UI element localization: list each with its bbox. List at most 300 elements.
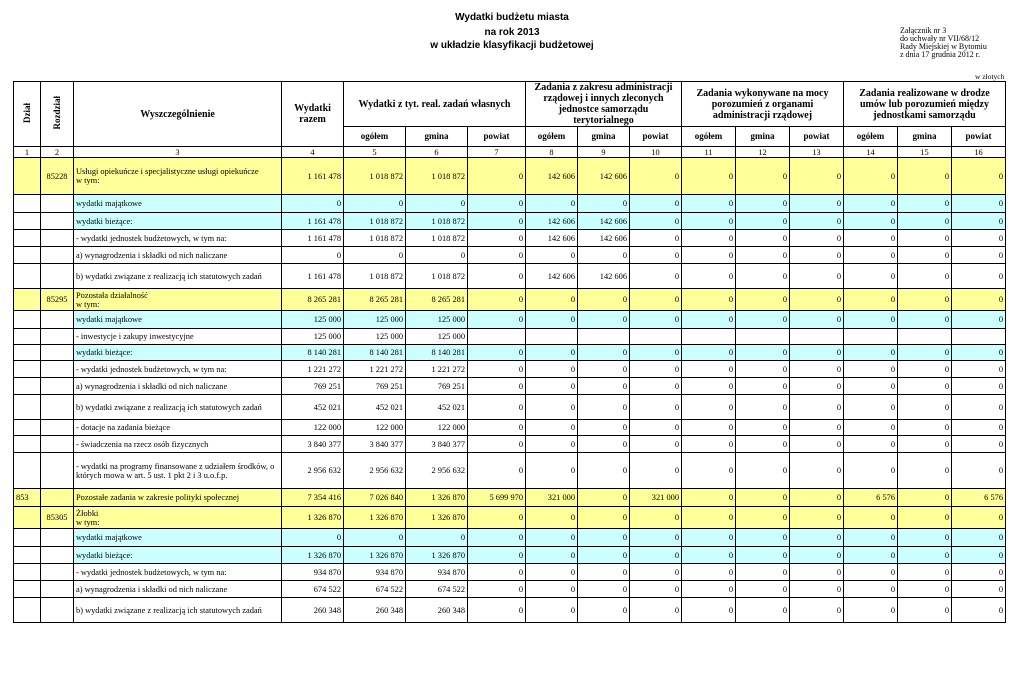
value-cell: 0 [844, 395, 898, 420]
description-cell: wydatki majątkowe [74, 529, 282, 547]
value-cell: 0 [630, 264, 682, 289]
value-cell: 1 018 872 [344, 230, 406, 247]
value-cell: 0 [468, 581, 526, 598]
value-cell: 0 [952, 436, 1006, 453]
value-cell: 1 326 870 [344, 507, 406, 529]
value-cell: 0 [844, 453, 898, 489]
value-cell: 0 [952, 361, 1006, 378]
value-cell: 0 [578, 564, 630, 581]
value-cell [630, 329, 682, 345]
column-number: 9 [578, 147, 630, 158]
rozdzial-cell [41, 345, 74, 361]
value-cell: 0 [578, 420, 630, 436]
value-cell: 0 [406, 529, 468, 547]
rozdzial-cell [41, 213, 74, 230]
table-row [14, 564, 1006, 581]
value-cell: 0 [736, 436, 790, 453]
rozdzial-cell [41, 264, 74, 289]
subheader-cell: gmina [736, 127, 790, 147]
dzial-cell [14, 395, 41, 420]
column-number: 12 [736, 147, 790, 158]
value-cell: 0 [736, 230, 790, 247]
value-cell: 0 [736, 195, 790, 213]
rozdzial-cell [41, 564, 74, 581]
value-cell: 125 000 [344, 311, 406, 329]
value-cell: 0 [630, 436, 682, 453]
value-cell: 674 522 [344, 581, 406, 598]
description-cell: wydatki bieżące: [74, 547, 282, 564]
table-row [14, 453, 1006, 489]
value-cell: 6 576 [844, 489, 898, 507]
header-dzial [14, 82, 41, 147]
value-cell: 0 [526, 581, 578, 598]
value-cell: 0 [952, 378, 1006, 395]
description-cell: a) wynagrodzenia i składki od nich naliczane [74, 247, 282, 264]
value-cell: 0 [844, 311, 898, 329]
value-cell: 0 [630, 598, 682, 623]
value-cell: 0 [682, 436, 736, 453]
rozdzial-cell [41, 230, 74, 247]
value-cell: 0 [526, 378, 578, 395]
value-cell: 452 021 [282, 395, 344, 420]
column-number: 7 [468, 147, 526, 158]
table-row [14, 158, 1006, 195]
value-cell: 1 018 872 [406, 213, 468, 230]
column-number: 10 [630, 147, 682, 158]
value-cell: 0 [898, 311, 952, 329]
value-cell: 1 326 870 [406, 547, 468, 564]
value-cell: 0 [952, 529, 1006, 547]
value-cell: 0 [630, 564, 682, 581]
description-cell: b) wydatki związane z realizacją ich statutowych zadań [74, 395, 282, 420]
dzial-cell [14, 289, 41, 311]
value-cell: 0 [790, 230, 844, 247]
description-cell: - dotacje na zadania bieżące [74, 420, 282, 436]
value-cell: 0 [468, 564, 526, 581]
value-cell: 0 [526, 345, 578, 361]
rozdzial-cell [41, 529, 74, 547]
value-cell: 1 326 870 [406, 489, 468, 507]
value-cell: 0 [952, 420, 1006, 436]
value-cell: 0 [468, 453, 526, 489]
dzial-cell [14, 213, 41, 230]
rozdzial-cell [41, 453, 74, 489]
table-row [14, 289, 1006, 311]
value-cell: 0 [682, 598, 736, 623]
value-cell: 1 161 478 [282, 264, 344, 289]
value-cell: 0 [736, 311, 790, 329]
table-row [14, 213, 1006, 230]
value-cell: 0 [630, 361, 682, 378]
table-row [14, 247, 1006, 264]
value-cell: 0 [844, 564, 898, 581]
value-cell: 0 [630, 158, 682, 195]
rozdzial-cell [41, 361, 74, 378]
value-cell [844, 329, 898, 345]
value-cell: 674 522 [406, 581, 468, 598]
description-cell: - inwestycje i zakupy inwestycyjne [74, 329, 282, 345]
value-cell: 0 [578, 453, 630, 489]
value-cell: 0 [630, 507, 682, 529]
value-cell: 0 [790, 436, 844, 453]
value-cell: 0 [578, 436, 630, 453]
value-cell: 1 221 272 [344, 361, 406, 378]
value-cell: 0 [790, 213, 844, 230]
value-cell: 0 [736, 395, 790, 420]
value-cell: 0 [790, 489, 844, 507]
budget-table [13, 81, 1006, 623]
value-cell: 1 018 872 [344, 213, 406, 230]
value-cell: 3 840 377 [406, 436, 468, 453]
column-number: 11 [682, 147, 736, 158]
value-cell: 0 [468, 230, 526, 247]
value-cell: 0 [468, 247, 526, 264]
value-cell: 0 [578, 529, 630, 547]
value-cell: 0 [736, 529, 790, 547]
table-row [14, 230, 1006, 247]
value-cell: 0 [844, 264, 898, 289]
value-cell: 0 [898, 453, 952, 489]
value-cell: 0 [790, 195, 844, 213]
doc-title: Wydatki budżetu miasta [455, 12, 569, 23]
header-group-zlecone: Zadania z zakresu administracji rządowej i innych zleconych jednostce samorządu terytorialnego [526, 82, 682, 127]
dzial-cell [14, 329, 41, 345]
value-cell: 2 956 632 [282, 453, 344, 489]
value-cell: 0 [736, 547, 790, 564]
currency-unit: w złotych [975, 72, 1005, 81]
value-cell: 0 [526, 247, 578, 264]
value-cell [898, 329, 952, 345]
dzial-cell [14, 247, 41, 264]
value-cell: 0 [578, 378, 630, 395]
value-cell: 0 [952, 453, 1006, 489]
value-cell: 125 000 [406, 311, 468, 329]
value-cell: 0 [736, 453, 790, 489]
value-cell: 0 [468, 529, 526, 547]
value-cell: 1 161 478 [282, 158, 344, 195]
value-cell: 1 326 870 [282, 547, 344, 564]
value-cell: 0 [682, 247, 736, 264]
dzial-cell [14, 195, 41, 213]
value-cell: 452 021 [406, 395, 468, 420]
value-cell: 0 [736, 289, 790, 311]
value-cell: 0 [282, 195, 344, 213]
value-cell: 0 [844, 361, 898, 378]
rozdzial-cell [41, 581, 74, 598]
value-cell: 142 606 [526, 213, 578, 230]
value-cell: 142 606 [578, 264, 630, 289]
value-cell: 8 265 281 [344, 289, 406, 311]
value-cell: 0 [578, 247, 630, 264]
value-cell: 122 000 [406, 420, 468, 436]
value-cell: 0 [844, 378, 898, 395]
value-cell: 0 [406, 195, 468, 213]
value-cell: 0 [790, 453, 844, 489]
table-row [14, 264, 1006, 289]
value-cell: 0 [952, 264, 1006, 289]
value-cell: 142 606 [526, 158, 578, 195]
value-cell: 0 [844, 547, 898, 564]
value-cell: 0 [952, 395, 1006, 420]
value-cell: 0 [468, 264, 526, 289]
attachment-note [900, 27, 987, 59]
dzial-cell [14, 361, 41, 378]
value-cell: 0 [790, 564, 844, 581]
header-group-wlasne: Wydatki z tyt. real. zadań własnych [344, 82, 526, 127]
header-rozdzial-label: Rozdział [51, 96, 62, 130]
value-cell: 0 [526, 507, 578, 529]
table-row [14, 436, 1006, 453]
table-row [14, 345, 1006, 361]
value-cell: 0 [682, 395, 736, 420]
value-cell: 0 [682, 420, 736, 436]
value-cell: 0 [736, 264, 790, 289]
rozdzial-cell [41, 395, 74, 420]
value-cell: 0 [682, 264, 736, 289]
description-cell: wydatki bieżące: [74, 345, 282, 361]
table-body [14, 158, 1006, 623]
value-cell: 142 606 [578, 213, 630, 230]
column-number: 15 [898, 147, 952, 158]
table-row [14, 507, 1006, 529]
value-cell: 0 [952, 289, 1006, 311]
table-row [14, 547, 1006, 564]
dzial-cell [14, 436, 41, 453]
value-cell: 0 [526, 420, 578, 436]
value-cell: 0 [790, 158, 844, 195]
description-cell: - wydatki jednostek budżetowych, w tym na: [74, 361, 282, 378]
value-cell: 7 354 416 [282, 489, 344, 507]
value-cell: 0 [790, 247, 844, 264]
value-cell: 1 326 870 [344, 547, 406, 564]
dzial-cell [14, 264, 41, 289]
value-cell: 0 [736, 158, 790, 195]
value-cell: 0 [682, 581, 736, 598]
value-cell: 0 [952, 311, 1006, 329]
value-cell: 0 [736, 361, 790, 378]
value-cell: 0 [406, 247, 468, 264]
table-row [14, 395, 1006, 420]
subheader-cell: powiat [790, 127, 844, 147]
value-cell: 769 251 [406, 378, 468, 395]
rozdzial-cell: 85295 [41, 289, 74, 311]
value-cell: 0 [898, 581, 952, 598]
value-cell: 260 348 [344, 598, 406, 623]
value-cell: 1 018 872 [344, 264, 406, 289]
value-cell: 0 [790, 289, 844, 311]
description-cell: Żłobki w tym: [74, 507, 282, 529]
value-cell: 0 [630, 345, 682, 361]
value-cell: 0 [682, 453, 736, 489]
dzial-cell [14, 230, 41, 247]
dzial-cell [14, 311, 41, 329]
value-cell: 0 [898, 158, 952, 195]
table-row [14, 195, 1006, 213]
value-cell: 0 [578, 289, 630, 311]
value-cell: 0 [526, 289, 578, 311]
subheader-cell: gmina [898, 127, 952, 147]
table-row [14, 311, 1006, 329]
value-cell: 769 251 [282, 378, 344, 395]
dzial-cell [14, 547, 41, 564]
doc-subtitle-year: na rok 2013 [484, 27, 540, 38]
value-cell: 1 221 272 [282, 361, 344, 378]
value-cell: 0 [630, 378, 682, 395]
value-cell: 1 018 872 [344, 158, 406, 195]
value-cell: 0 [682, 213, 736, 230]
table-row [14, 361, 1006, 378]
value-cell: 260 348 [406, 598, 468, 623]
value-cell: 0 [526, 195, 578, 213]
value-cell: 0 [952, 158, 1006, 195]
value-cell: 0 [898, 213, 952, 230]
value-cell: 1 326 870 [406, 507, 468, 529]
value-cell: 0 [736, 564, 790, 581]
value-cell: 0 [282, 247, 344, 264]
value-cell: 1 221 272 [406, 361, 468, 378]
value-cell: 0 [578, 547, 630, 564]
description-cell: Usługi opiekuńcze i specjalistyczne usługi opiekuńcze w tym: [74, 158, 282, 195]
value-cell: 0 [468, 213, 526, 230]
value-cell: 1 018 872 [406, 230, 468, 247]
value-cell: 0 [630, 213, 682, 230]
rozdzial-cell [41, 247, 74, 264]
rozdzial-cell: 85228 [41, 158, 74, 195]
note-line: z dnia 17 grudnia 2012 r. [900, 50, 980, 59]
value-cell: 0 [844, 247, 898, 264]
value-cell: 0 [468, 378, 526, 395]
header-rozdzial [41, 82, 74, 147]
subheader-cell: powiat [630, 127, 682, 147]
value-cell: 0 [844, 420, 898, 436]
dzial-cell: 853 [14, 489, 41, 507]
value-cell: 0 [630, 247, 682, 264]
table-row [14, 489, 1006, 507]
value-cell: 0 [736, 598, 790, 623]
value-cell: 0 [578, 345, 630, 361]
value-cell: 0 [898, 529, 952, 547]
value-cell: 1 018 872 [406, 264, 468, 289]
value-cell: 0 [682, 361, 736, 378]
value-cell: 0 [468, 345, 526, 361]
table-row [14, 329, 1006, 345]
value-cell: 0 [898, 247, 952, 264]
subheader-cell: powiat [468, 127, 526, 147]
value-cell: 0 [898, 230, 952, 247]
description-cell: - wydatki jednostek budżetowych, w tym na: [74, 564, 282, 581]
table-row [14, 378, 1006, 395]
value-cell: 142 606 [578, 230, 630, 247]
value-cell: 0 [898, 547, 952, 564]
rozdzial-cell [41, 378, 74, 395]
description-cell: - wydatki jednostek budżetowych, w tym na: [74, 230, 282, 247]
column-number: 14 [844, 147, 898, 158]
value-cell: 0 [790, 378, 844, 395]
value-cell: 0 [682, 564, 736, 581]
value-cell: 0 [682, 547, 736, 564]
value-cell: 452 021 [344, 395, 406, 420]
dzial-cell [14, 564, 41, 581]
value-cell: 2 956 632 [406, 453, 468, 489]
value-cell: 0 [790, 529, 844, 547]
value-cell: 0 [282, 529, 344, 547]
table-row [14, 581, 1006, 598]
value-cell: 0 [526, 598, 578, 623]
value-cell: 0 [790, 311, 844, 329]
value-cell: 0 [898, 289, 952, 311]
value-cell: 0 [898, 489, 952, 507]
description-cell: Pozostała działalność w tym: [74, 289, 282, 311]
value-cell: 0 [682, 345, 736, 361]
value-cell: 0 [736, 378, 790, 395]
value-cell: 260 348 [282, 598, 344, 623]
value-cell: 0 [790, 395, 844, 420]
value-cell: 0 [844, 195, 898, 213]
table-row [14, 420, 1006, 436]
column-number: 6 [406, 147, 468, 158]
value-cell [790, 329, 844, 345]
value-cell: 0 [578, 489, 630, 507]
value-cell: 3 840 377 [282, 436, 344, 453]
value-cell: 8 265 281 [282, 289, 344, 311]
value-cell: 0 [468, 547, 526, 564]
value-cell: 0 [682, 507, 736, 529]
value-cell: 0 [630, 581, 682, 598]
value-cell: 0 [344, 247, 406, 264]
value-cell: 0 [630, 420, 682, 436]
column-number: 16 [952, 147, 1006, 158]
column-number: 1 [14, 147, 41, 158]
value-cell: 122 000 [344, 420, 406, 436]
header-wydatki-razem: Wydatki razem [282, 82, 344, 147]
subheader-cell: powiat [952, 127, 1006, 147]
value-cell: 0 [898, 598, 952, 623]
value-cell: 0 [736, 507, 790, 529]
value-cell: 0 [736, 581, 790, 598]
value-cell: 0 [736, 213, 790, 230]
table-row [14, 598, 1006, 623]
dzial-cell [14, 507, 41, 529]
value-cell: 0 [844, 581, 898, 598]
value-cell: 125 000 [282, 311, 344, 329]
subheader-cell: ogółem [526, 127, 578, 147]
value-cell: 0 [898, 436, 952, 453]
value-cell: 0 [526, 547, 578, 564]
value-cell: 0 [844, 230, 898, 247]
value-cell: 0 [630, 311, 682, 329]
value-cell: 0 [952, 195, 1006, 213]
value-cell: 0 [344, 195, 406, 213]
value-cell: 0 [682, 311, 736, 329]
description-cell: b) wydatki związane z realizacją ich statutowych zadań [74, 264, 282, 289]
value-cell: 1 326 870 [282, 507, 344, 529]
dzial-cell [14, 453, 41, 489]
value-cell: 5 699 970 [468, 489, 526, 507]
value-cell: 125 000 [282, 329, 344, 345]
subheader-cell: ogółem [844, 127, 898, 147]
value-cell: 0 [526, 311, 578, 329]
value-cell: 122 000 [282, 420, 344, 436]
value-cell: 0 [578, 361, 630, 378]
description-cell: - świadczenia na rzecz osób fizycznych [74, 436, 282, 453]
dzial-cell [14, 420, 41, 436]
subheader-cell: ogółem [682, 127, 736, 147]
value-cell: 142 606 [526, 230, 578, 247]
rozdzial-cell [41, 420, 74, 436]
value-cell: 0 [736, 420, 790, 436]
value-cell: 0 [630, 395, 682, 420]
value-cell: 769 251 [344, 378, 406, 395]
